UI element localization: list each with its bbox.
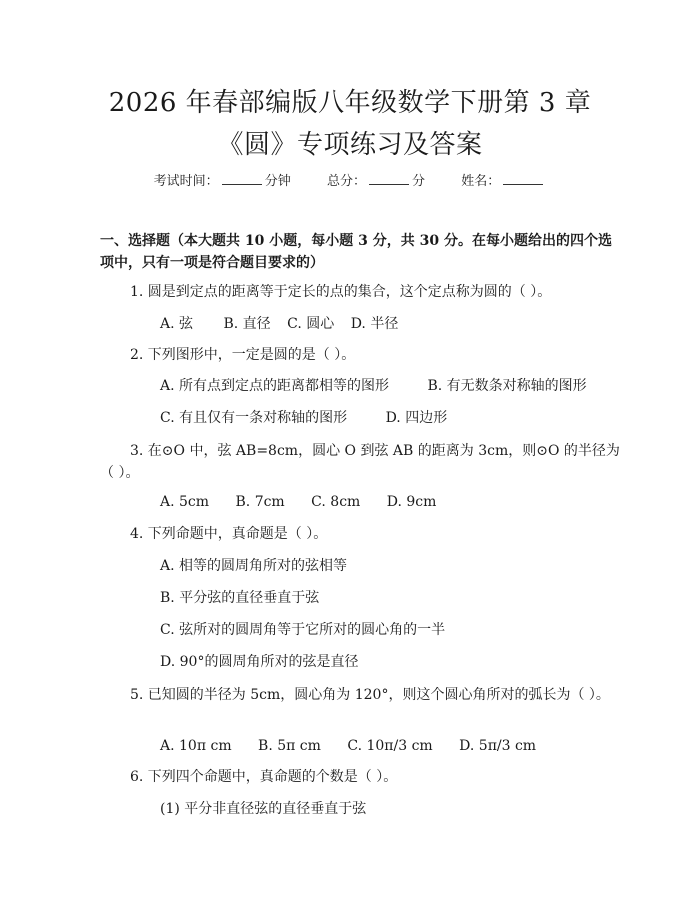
option-c[interactable]: C. 10π/3 cm [347, 738, 433, 754]
question-3-options [160, 492, 436, 512]
question-5-options [160, 736, 536, 756]
question-2-options-row1 [160, 376, 587, 396]
time-label: 考试时间： [153, 174, 219, 189]
score-blank[interactable] [369, 172, 409, 185]
question-4-stem: 4. 下列命题中，真命题是（ ）。 [130, 526, 328, 542]
page-title-line1: 2026 年春部编版八年级数学下册第 3 章 [108, 88, 592, 118]
option-b[interactable]: B. 7cm [235, 494, 285, 510]
option-b[interactable]: B. 直径 [223, 316, 271, 332]
option-a[interactable]: A. 5cm [160, 494, 210, 510]
name-label: 姓名： [461, 174, 501, 189]
option-c[interactable]: C. 有且仅有一条对称轴的图形 [160, 410, 348, 426]
section-heading: 一、选择题（本大题共 10 小题，每小题 3 分，共 30 分。在每小题给出的四个选项中，只有一项是符合题目要求的） [100, 233, 612, 271]
question-1-options [160, 314, 398, 334]
option-c[interactable]: C. 8cm [311, 494, 361, 510]
question-6-item-1: (1) 平分非直径弦的直径垂直于弦 [160, 801, 367, 817]
question-5-stem: 5. 已知圆的半径为 5cm，圆心角为 120°，则这个圆心角所对的弧长为（ ）。 [130, 687, 610, 703]
question-1-stem: 1. 圆是到定点的距离等于定长的点的集合，这个定点称为圆的（ ）。 [130, 284, 552, 300]
option-a[interactable]: A. 所有点到定点的距离都相等的图形 [160, 378, 390, 394]
question-6-stem: 6. 下列四个命题中，真命题的个数是（ ）。 [130, 769, 398, 785]
option-d[interactable]: D. 90°的圆周角所对的弦是直径 [160, 654, 359, 670]
question-2-stem: 2. 下列图形中，一定是圆的是（ ）。 [130, 347, 356, 363]
option-d[interactable]: D. 四边形 [385, 410, 448, 426]
option-a[interactable]: A. 弦 [160, 316, 194, 332]
score-label: 总分： [326, 174, 366, 189]
option-c[interactable]: C. 圆心 [287, 316, 335, 332]
option-d[interactable]: D. 5π/3 cm [459, 738, 537, 754]
option-a[interactable]: A. 相等的圆周角所对的弦相等 [160, 558, 348, 574]
option-c[interactable]: C. 弦所对的圆周角等于它所对的圆心角的一半 [160, 622, 446, 638]
question-2-options-row2 [160, 408, 447, 428]
option-a[interactable]: A. 10π cm [160, 738, 232, 754]
page-title-line2: 《圆》专项练习及答案 [217, 130, 483, 160]
question-3-stem: 3. 在⊙O 中，弦 AB=8cm，圆心 O 到弦 AB 的距离为 3cm，则⊙O 的半径为（ ）。 [100, 443, 620, 481]
exam-info-row [0, 170, 700, 189]
time-unit: 分钟 [264, 174, 291, 189]
name-blank[interactable] [503, 172, 543, 185]
option-b[interactable]: B. 平分弦的直径垂直于弦 [160, 590, 320, 606]
option-d[interactable]: D. 半径 [350, 316, 399, 332]
score-unit: 分 [412, 174, 426, 189]
option-d[interactable]: D. 9cm [386, 494, 437, 510]
time-blank[interactable] [222, 172, 262, 185]
option-b[interactable]: B. 5π cm [258, 738, 321, 754]
option-b[interactable]: B. 有无数条对称轴的图形 [427, 378, 587, 394]
